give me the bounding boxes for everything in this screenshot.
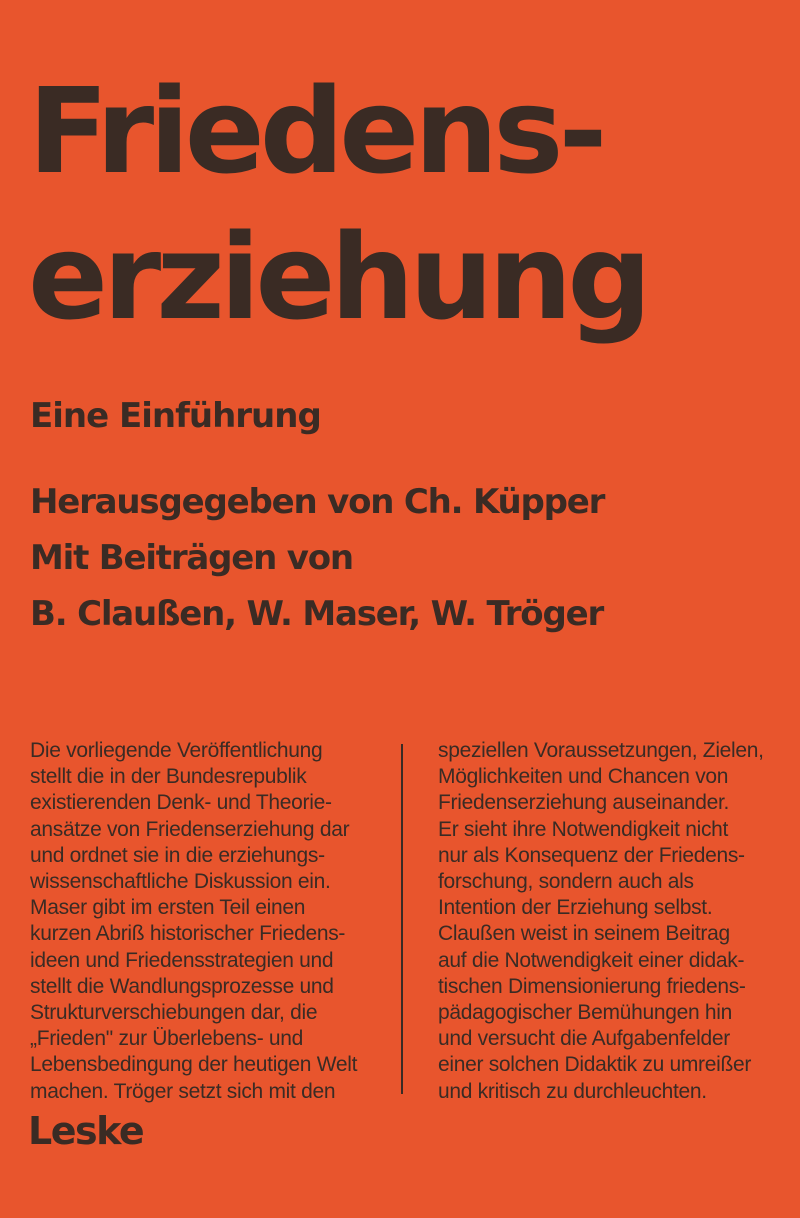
title-line-1: Friedens- bbox=[28, 62, 603, 200]
blurb-line: und versucht die Aufgabenfelder bbox=[438, 1027, 730, 1051]
blurb-left-column bbox=[30, 738, 357, 1105]
blurb-line: stellt die Wandlungsprozesse und bbox=[30, 974, 334, 998]
blurb-line: Friedenserziehung auseinander. bbox=[438, 791, 730, 815]
blurb-line: Er sieht ihre Notwendigkeit nicht bbox=[438, 817, 729, 841]
blurb-line: Claußen weist in seinem Beitrag bbox=[438, 922, 730, 946]
blurb-line: machen. Tröger setzt sich mit den bbox=[30, 1079, 336, 1103]
blurb-line: tischen Dimensionierung friedens- bbox=[438, 974, 746, 998]
blurb-line: wissenschaftliche Diskussion ein. bbox=[30, 870, 331, 894]
blurb-line: und kritisch zu durchleuchten. bbox=[438, 1079, 707, 1103]
blurb-line: Möglichkeiten und Chancen von bbox=[438, 765, 729, 789]
blurb-line: auf die Notwendigkeit einer didak- bbox=[438, 948, 745, 972]
column-divider bbox=[401, 744, 403, 1094]
editor-credit: Herausgegeben von Ch. Küpper bbox=[30, 482, 605, 522]
blurb-line: „Frieden" zur Überlebens- und bbox=[30, 1027, 304, 1051]
blurb-line: Maser gibt im ersten Teil einen bbox=[30, 896, 306, 920]
blurb-line: und ordnet sie in die erziehungs- bbox=[30, 843, 325, 867]
subtitle: Eine Einführung bbox=[30, 396, 321, 436]
title-line-2: erziehung bbox=[28, 208, 647, 346]
blurb-line: ideen und Friedensstrategien und bbox=[30, 948, 334, 972]
contributors-heading: Mit Beiträgen von bbox=[30, 538, 353, 578]
blurb-line: nur als Konsequenz der Friedens- bbox=[438, 843, 745, 867]
publisher-name: Leske bbox=[28, 1109, 144, 1153]
blurb-line: Strukturverschiebungen dar, die bbox=[30, 1001, 318, 1025]
blurb-line: pädagogischer Bemühungen hin bbox=[438, 1001, 732, 1025]
blurb-line: existierenden Denk- und Theorie- bbox=[30, 791, 332, 815]
blurb-line: Intention der Erziehung selbst. bbox=[438, 896, 713, 920]
blurb-line: stellt die in der Bundesrepublik bbox=[30, 765, 307, 789]
contributors-names: B. Claußen, W. Maser, W. Tröger bbox=[30, 594, 604, 634]
blurb-line: Die vorliegende Veröffentlichung bbox=[30, 739, 323, 762]
blurb-line: kurzen Abriß historischer Friedens- bbox=[30, 922, 346, 946]
blurb-line: ansätze von Friedenserziehung dar bbox=[30, 817, 350, 841]
blurb-line: Lebensbedingung der heutigen Welt bbox=[30, 1053, 358, 1077]
blurb-right-column bbox=[438, 738, 764, 1105]
blurb-line: einer solchen Didaktik zu umreißer bbox=[438, 1053, 752, 1077]
blurb-line: speziellen Voraussetzungen, Zielen, bbox=[438, 739, 764, 762]
blurb-line: forschung, sondern auch als bbox=[438, 870, 694, 894]
